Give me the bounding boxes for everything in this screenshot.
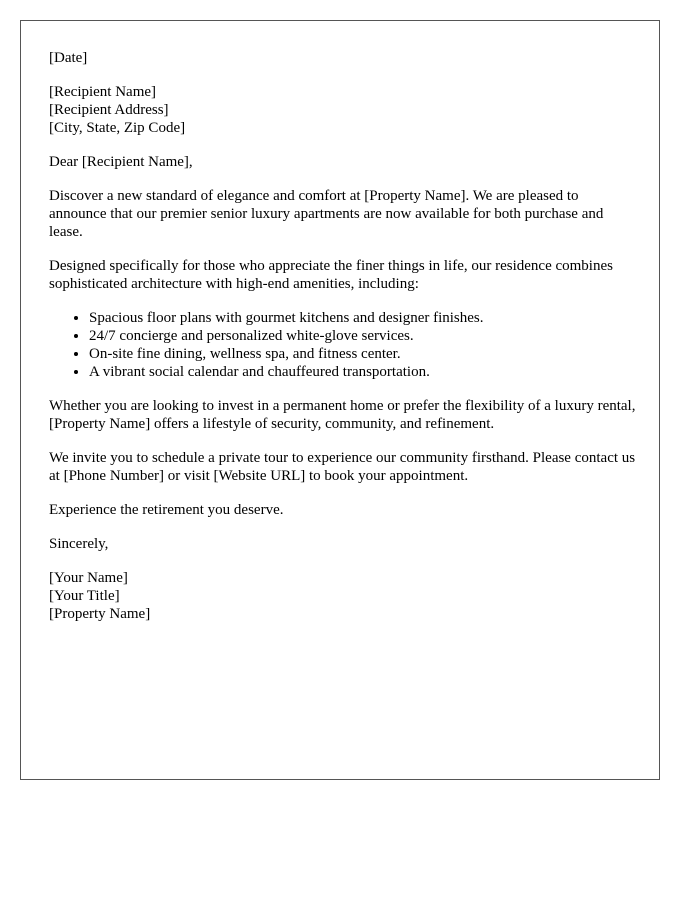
amenities-list — [49, 309, 639, 381]
signature-block — [49, 569, 639, 623]
invitation-paragraph: We invite you to schedule a private tour to experience our community firsthand. Please contact us at [Phone Number] or visit [Website URL] to book your appointment. — [49, 450, 636, 484]
signature-name: [Your Name] — [49, 570, 128, 586]
amenity-item: • 24/7 concierge and personalized white-glove services. — [89, 327, 639, 345]
signature-property: [Property Name] — [49, 606, 151, 622]
amenities-intro-paragraph: Designed specifically for those who appreciate the finer things in life, our residence combines sophisticated architecture with high-end amenities, including: — [49, 258, 613, 292]
signoff: Sincerely, — [49, 536, 109, 552]
amenity-item: • A vibrant social calendar and chauffeured transportation. — [89, 363, 639, 381]
recipient-address: [Recipient Address] — [49, 102, 169, 118]
salutation: Dear [Recipient Name], — [49, 154, 193, 170]
recipient-name: [Recipient Name] — [49, 84, 157, 100]
letter-content — [49, 49, 639, 623]
recipient-address-block — [49, 83, 639, 137]
letter-page — [20, 20, 660, 780]
intro-paragraph: Discover a new standard of elegance and comfort at [Property Name]. We are pleased to announce that our premier senior luxury apartments are now available for both purchase and lease. — [49, 188, 604, 240]
recipient-city-state-zip: [City, State, Zip Code] — [49, 120, 186, 136]
lifestyle-paragraph: Whether you are looking to invest in a permanent home or prefer the flexibility of a luxury rental, [Property Name] offers a lifestyle of security, community, and refinement. — [49, 398, 636, 432]
amenity-item: • On-site fine dining, wellness spa, and fitness center. — [89, 345, 639, 363]
letter-date: [Date] — [49, 50, 88, 66]
closing-line: Experience the retirement you deserve. — [49, 502, 284, 518]
amenity-item: • Spacious floor plans with gourmet kitchens and designer finishes. — [89, 309, 639, 327]
signature-title: [Your Title] — [49, 588, 120, 604]
